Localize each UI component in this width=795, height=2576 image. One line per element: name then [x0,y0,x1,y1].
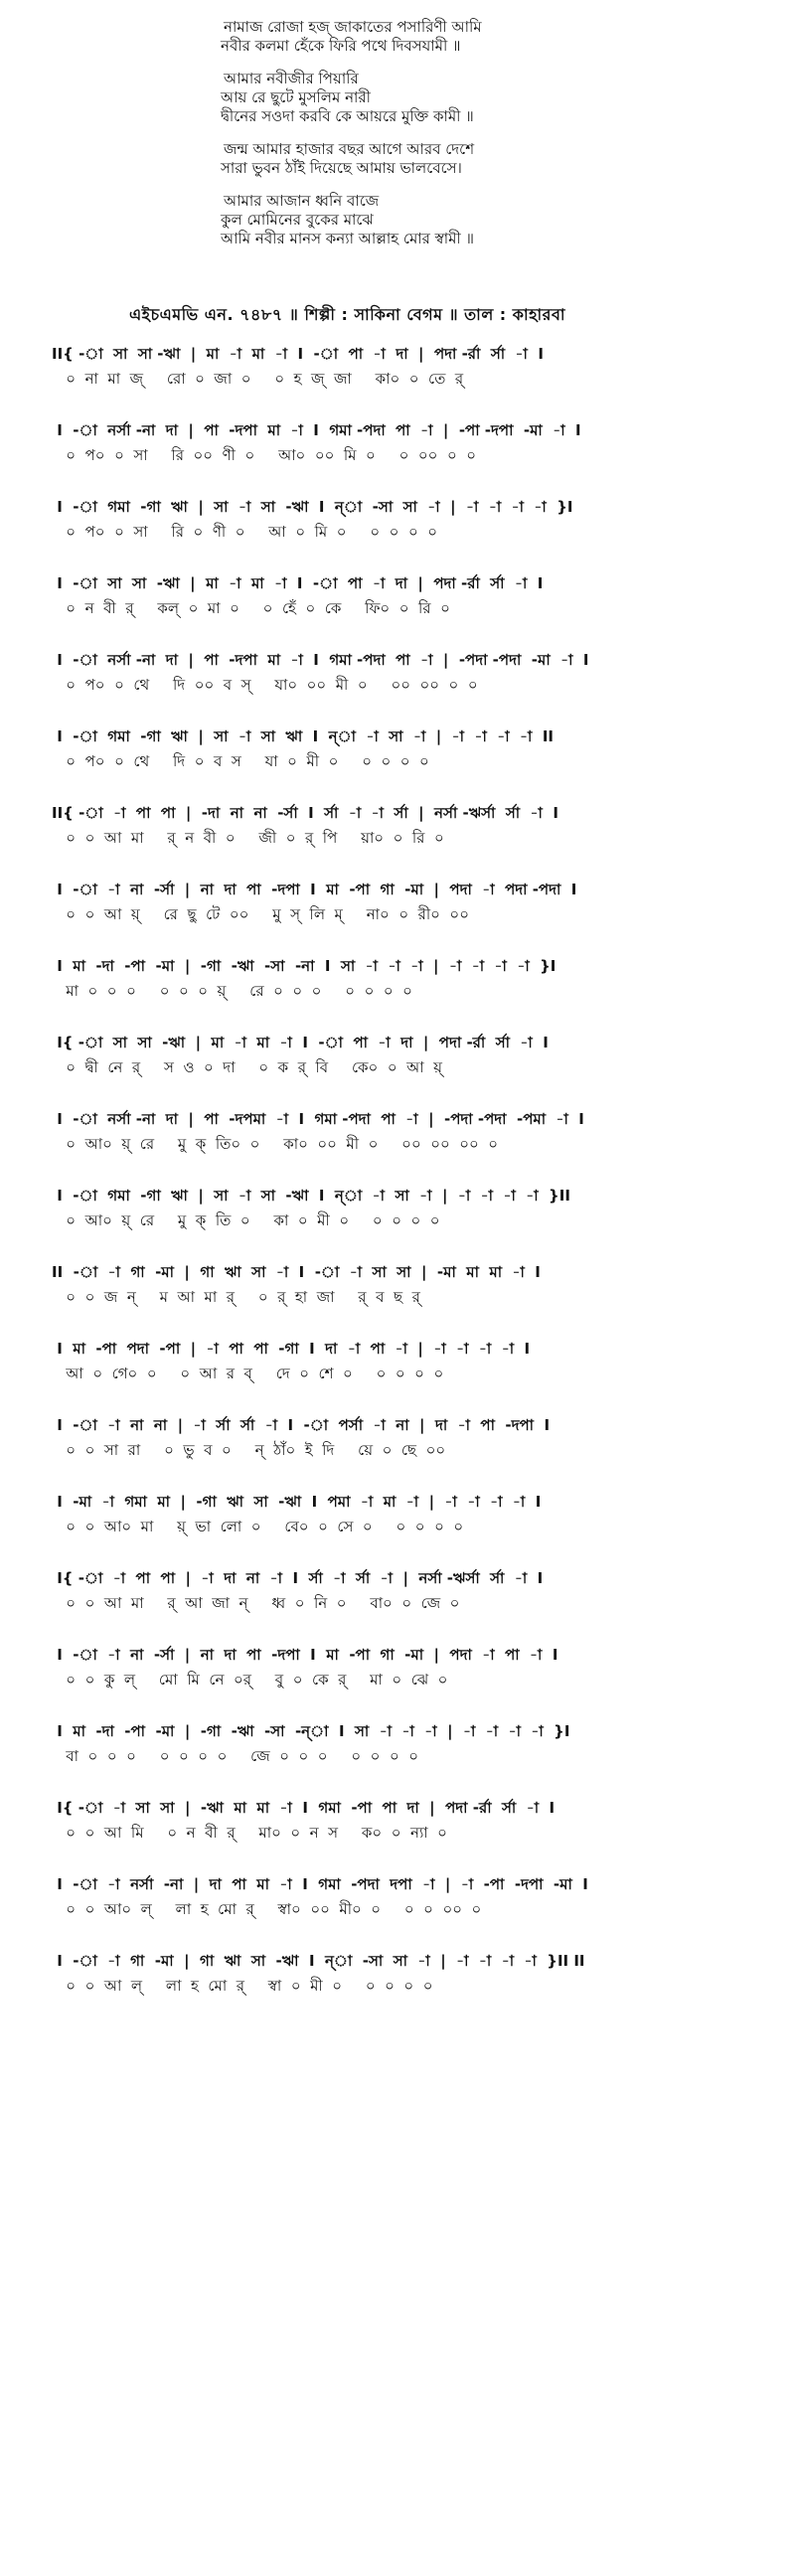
lyrics-block [0,18,795,262]
notation-row [0,1491,795,1567]
notation-row [0,1567,795,1644]
lyric-syllable-line: মা ০ ০ ০ ০ ০ ০ য়্ রে ০ ০ ০ ০ ০ ০ ০ [52,982,412,1000]
lyric-line: সারা ভুবন ঠাঁই দিয়েছে আমায় ভালবেসে। [221,159,462,177]
notation-row [0,1644,795,1720]
notation-row [0,879,795,955]
notation-row [0,802,795,879]
notation-row [0,419,795,496]
notation-row [0,1720,795,1797]
swara-line: I -া -া না -র্সা | না দা পা -দপা I মা -পা গা -মা | পদা -া পদা -পদা I [52,881,577,898]
swara-line: I মা -পা পদা -পা | -া পা পা -গা I দা -া পা -া | -া -া -া -া I [52,1340,531,1358]
swara-line: I -া গমা -গা ঋা | সা -া সা ঋা I ন্া -া সা -া | -া -া -া -া II [52,727,554,745]
notation-row [0,343,795,419]
swara-line: II -া -া গা -মা | গা ঋা সা -া I -া -া সা সা | -মা মা মা -া I [52,1263,541,1281]
lyric-line: জন্ম আমার হাজার বছর আগে আরব দেশে [224,140,475,158]
swara-line: II{ -া সা সা -ঋা | মা -া মা -া I -া পা -া দা | পদা -র্রা র্সা -া I [52,345,544,363]
swara-line: I -া নর্সা -না দা | পা -দপমা -া I গমা -পদা পা -া | -পদা -পদা -পমা -া I [52,1110,584,1128]
lyric-syllable-line: ০ দ্বী নে র্ স ও ০ দা ০ ক র্‌ বি কে০ ০ আ য়্ [52,1058,442,1076]
swara-line: I -া -া নর্সা -না | দা পা মা -া I গমা -পদা দপা -া | -া -পা -দপা -মা I [52,1875,588,1893]
swara-line: I -া -া গা -মা | গা ঋা সা -ঋা I ন্া -সা সা -া | -া -া -া -া }II II [52,1952,585,1970]
lyric-syllable-line: ০ ০ আ মা র্ আ জা ন্ ধ্ব ০ নি ০ বা০ ০ জে ০ [52,1594,460,1612]
notation-row [0,1950,795,2026]
lyric-syllable-line: ০ ০ আ য়্ রে ছু টে ০০ মু স্‌ লি ম্ না০ ০ রী০ ০০ [52,905,469,923]
swara-line: I -মা -া গমা মা | -গা ঋা সা -ঋা I পমা -া মা -া | -া -া -া -া I [52,1493,542,1511]
notation-row [0,649,795,725]
swara-line: I মা -দা -পা -মা | -গা -ঋা -সা -ন্া I সা -া -া -া | -া -া -া -া }I [52,1722,570,1740]
lyric-syllable-line: ০ ০ জ ন্ ম আ মা র্ ০ র্‌ হা জা র্‌ ব ছ র্ [52,1288,420,1306]
lyric-line: কুল মোমিনের বুকের মাঝে [221,211,374,229]
lyric-syllable-line: ০ ০ কু ল্ মো মি নে ০র্ বু ০ কে র্ মা ০ ঝে ০ [52,1671,448,1689]
lyric-line: আমি নবীর মানস কন্যা আল্লাহ মোর স্বামী ॥ [221,230,475,247]
swara-line: I -া -া না -র্সা | না দা পা -দপা I মা -পা গা -মা | পদা -া পা -া I [52,1646,558,1664]
lyric-line: নামাজ রোজা হজ্‌ জাকাতের পসারিণী আমি [224,18,482,36]
lyric-line: আমার নবীজীর পিয়ারি [224,70,359,87]
notation-row [0,1338,795,1414]
notation-row [0,1873,795,1950]
notation-row [0,1261,795,1338]
lyric-syllable-line: ০ প০ ০ সা রি ০ ণী ০ আ ০ মি ০ ০ ০ ০ ০ [52,523,438,541]
notation-block [0,343,795,2026]
lyric-syllable-line: ০ আ০ য়্ রে মু ক্‌ তি০ ০ কা০ ০০ মী ০ ০০ ০০ ০০ ০ [52,1135,499,1153]
lyric-line: আমার আজান ধ্বনি বাজে [224,192,380,210]
lyric-syllable-line: ০ ০ আ০ মা য়্ ভা লো ০ বে০ ০ সে ০ ০ ০ ০ ০ [52,1518,464,1535]
lyric-syllable-line: ০ ০ আ মা র্ ন বী ০ জী ০ র্ পি য়া০ ০ রি ০ [52,829,444,847]
lyric-syllable-line: ০ প০ ০ থে দি ০০ ব স্ যা০ ০০ মী ০ ০০ ০০ ০ ০ [52,676,478,694]
lyric-syllable-line: ০ ০ সা রা ০ ভু ব ০ ন্‌ ঠাঁ০ ই দি য়ে ০ ছে ০০ [52,1441,446,1459]
lyric-syllable-line: আ ০ গে০ ০ ০ আ র ব্ দে ০ শে ০ ০ ০ ০ ০ [52,1365,444,1382]
lyric-syllable-line: ০ প০ ০ সা রি ০০ ণী ০ আ০ ০০ মি ০ ০ ০০ ০ ০ [52,446,477,464]
swara-line: I -া গমা -গা ঋা | সা -া সা -ঋা I ন্া -সা সা -া | -া -া -া -া }I [52,498,573,516]
lyric-syllable-line: ০ ০ আ০ ল্ লা হ মো র্ স্বা০ ০০ মী০ ০ ০ ০ ০০ ০ [52,1900,482,1918]
lyric-syllable-line: ০ আ০ য়্ রে মু ক্‌ তি ০ কা ০ মী ০ ০ ০ ০ ০ [52,1211,440,1229]
lyric-line: আয় রে ছুটে মুসলিম নারী [221,88,371,106]
notation-row [0,1797,795,1873]
lyric-stanza-1 [0,18,795,56]
lyric-line: দ্বীনের সওদা করবি কে আয়রে মুক্তি কামী ॥ [221,107,474,125]
swara-line: I{ -া -া সা সা | -ঋা মা মা -া I গমা -পা পা দা | পদা -র্রা র্সা -া I [52,1799,556,1817]
swara-line: I -া সা সা -ঋা | মা -া মা -া I -া পা -া দা | পদা -র্রা র্সা -া I [52,574,544,592]
lyric-stanza-3 [0,140,795,178]
lyric-syllable-line: বা ০ ০ ০ ০ ০ ০ ০ জে ০ ০ ০ ০ ০ ০ ০ [52,1747,419,1765]
lyric-syllable-line: ০ না মা জ্ রো ০ জা ০ ০ হ জ্‌ জা কা০ ০ তে র্ [52,370,464,388]
notation-row [0,572,795,649]
notation-row [0,1185,795,1261]
lyric-stanza-2 [0,70,795,126]
swara-line: I -া গমা -গা ঋা | সা -া সা -ঋা I ন্া -া সা -া | -া -া -া -া }II [52,1187,570,1205]
notation-row [0,955,795,1032]
swara-line: I -া নর্সা -না দা | পা -দপা মা -া I গমা -পদা পা -া | -পা -দপা -মা -া I [52,421,581,439]
lyric-line: নবীর কলমা হেঁকে ফিরি পথে দিবসযামী ॥ [221,37,461,55]
lyric-syllable-line: ০ ০ আ মি ০ ন বী র্ মা০ ০ ন স ক০ ০ ন্যা ০ [52,1824,447,1842]
swara-line: II{ -া -া পা পা | -দা না না -র্সা I র্সা -া -া র্সা | নর্সা -ঋর্সা র্সা -া I [52,804,558,822]
record-info: এইচএমভি এন. ৭৪৮৭ ॥ শিল্পী : সাকিনা বেগম ॥ তাল : কাহারবা [129,305,566,324]
lyric-stanza-4 [0,192,795,248]
swara-line: I মা -দা -পা -মা | -গা -ঋা -সা -না I সা -া -া -া | -া -া -া -া }I [52,957,556,975]
lyric-syllable-line: ০ প০ ০ থে দি ০ ব স যা ০ মী ০ ০ ০ ০ ০ [52,752,429,770]
notation-row [0,496,795,572]
notation-row [0,1032,795,1108]
swara-line: I -া -া না না | -া র্সা র্সা -া I -া পর্সা -া না | দা -া পা -দপা I [52,1416,551,1434]
swara-line: I{ -া সা সা -ঋা | মা -া মা -া I -া পা -া দা | পদা -র্রা র্সা -া I [52,1034,549,1051]
lyric-syllable-line: ০ ০ আ ল্ লা হ মো র্ স্বা ০ মী ০ ০ ০ ০ ০ [52,1977,433,1995]
lyric-syllable-line: ০ ন বী র্ কল্‌ ০ মা ০ ০ হেঁ ০ কে ফি০ ০ রি ০ [52,599,450,617]
notation-row [0,1414,795,1491]
notation-row [0,725,795,802]
swara-line: I -া নর্সা -না দা | পা -দপা মা -া I গমা -পদা পা -া | -পদা -পদা -মা -া I [52,651,589,669]
notation-row [0,1108,795,1185]
swara-line: I{ -া -া পা পা | -া দা না -া I র্সা -া র্সা -া | নর্সা -ঋর্সা র্সা -া I [52,1569,544,1587]
